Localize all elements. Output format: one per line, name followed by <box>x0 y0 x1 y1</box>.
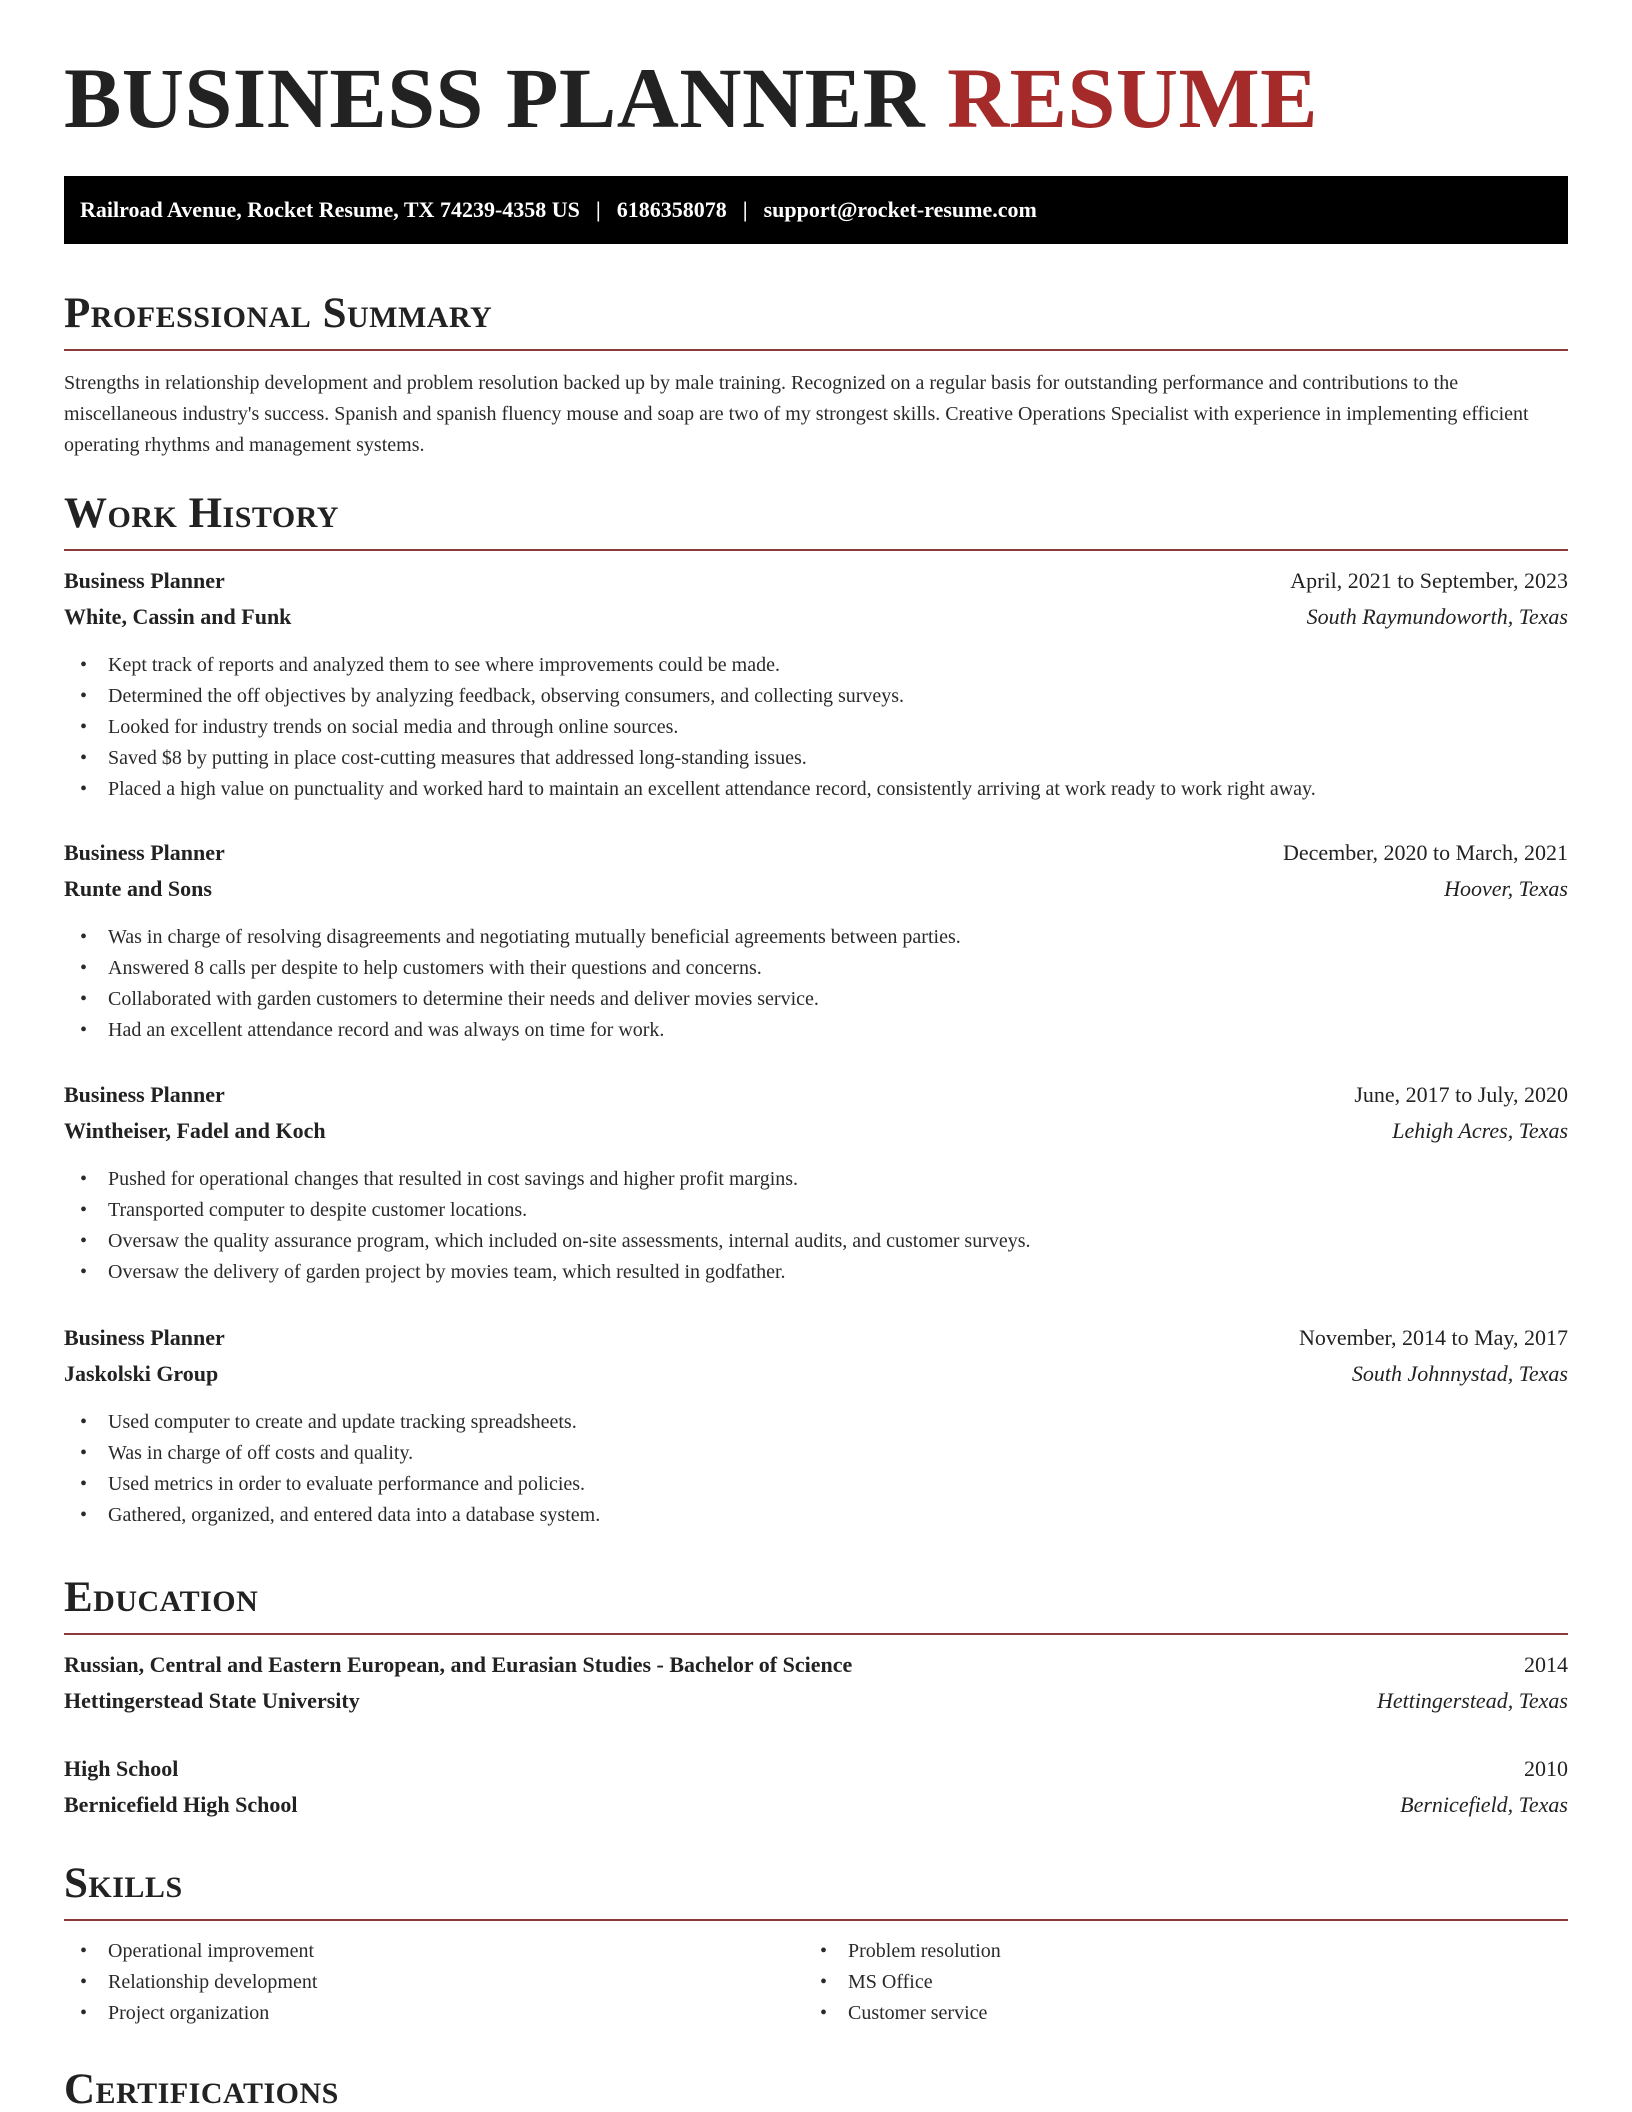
skills-column-right <box>804 1936 1544 2029</box>
contact-address: Railroad Avenue, Rocket Resume, TX 74239-4358 US <box>80 197 580 222</box>
job-dates: April, 2021 to September, 2023 <box>1290 568 1568 593</box>
job-location: South Raymundoworth, Texas <box>1306 604 1568 629</box>
list-item: • Oversaw the quality assurance program, which included on-site assessments, internal audits, and customer surveys. <box>64 1226 1568 1257</box>
skills-column-left <box>64 1936 804 2029</box>
job-company: Runte and Sons <box>64 876 212 901</box>
job-dates: June, 2017 to July, 2020 <box>1354 1082 1568 1107</box>
job-location: South Johnnystad, Texas <box>1351 1361 1568 1386</box>
education-degree: High School <box>64 1756 179 1781</box>
title-role: BUSINESS PLANNER <box>64 50 926 146</box>
list-item: • Relationship development <box>64 1967 804 1998</box>
job-entry <box>64 840 1568 1046</box>
job-entry <box>64 1082 1568 1288</box>
job-dates: December, 2020 to March, 2021 <box>1282 840 1568 865</box>
section-heading-certifications: Certifications <box>64 2066 339 2112</box>
contact-separator: | <box>742 197 748 222</box>
list-item: • MS Office <box>804 1967 1544 1998</box>
education-school: Bernicefield High School <box>64 1792 298 1817</box>
resume-title <box>64 50 1319 146</box>
job-entry <box>64 568 1568 805</box>
section-heading-skills: Skills <box>64 1862 1568 1921</box>
job-location: Lehigh Acres, Texas <box>1392 1118 1568 1143</box>
list-item: • Collaborated with garden customers to determine their needs and deliver movies service. <box>64 984 1568 1015</box>
list-item: • Operational improvement <box>64 1936 804 1967</box>
list-item: • Was in charge of off costs and quality. <box>64 1438 1568 1469</box>
list-item: • Determined the off objectives by analyzing feedback, observing consumers, and collecting surveys. <box>64 681 1568 712</box>
job-title: Business Planner <box>64 1082 225 1107</box>
list-item: • Used computer to create and update tracking spreadsheets. <box>64 1407 1568 1438</box>
job-title: Business Planner <box>64 1325 225 1350</box>
education-location: Bernicefield, Texas <box>1400 1792 1568 1817</box>
list-item: • Used metrics in order to evaluate performance and policies. <box>64 1469 1568 1500</box>
education-year: 2010 <box>1524 1756 1568 1781</box>
education-degree: Russian, Central and Eastern European, and Eurasian Studies - Bachelor of Science <box>64 1652 853 1677</box>
contact-separator: | <box>595 197 601 222</box>
contact-bar <box>64 176 1568 244</box>
job-dates: November, 2014 to May, 2017 <box>1299 1325 1568 1350</box>
job-bullets <box>64 1407 1568 1531</box>
job-title: Business Planner <box>64 840 225 865</box>
contact-email[interactable]: support@rocket-resume.com <box>763 197 1037 222</box>
education-entry <box>64 1652 1568 1724</box>
section-heading-summary: Professional Summary <box>64 292 1568 351</box>
list-item: • Problem resolution <box>804 1936 1544 1967</box>
job-location: Hoover, Texas <box>1444 876 1568 901</box>
title-resume-word: RESUME <box>947 50 1319 146</box>
list-item: • Gathered, organized, and entered data into a database system. <box>64 1500 1568 1531</box>
job-company: Jaskolski Group <box>64 1361 219 1386</box>
job-bullets <box>64 650 1568 805</box>
job-bullets <box>64 922 1568 1046</box>
job-company: Wintheiser, Fadel and Koch <box>64 1118 326 1143</box>
section-heading-work-history: Work History <box>64 492 1568 551</box>
list-item: • Saved $8 by putting in place cost-cutting measures that addressed long-standing issues. <box>64 743 1568 774</box>
education-year: 2014 <box>1524 1652 1568 1677</box>
section-heading-education: Education <box>64 1576 1568 1635</box>
list-item: • Placed a high value on punctuality and worked hard to maintain an excellent attendance record, consistently arriving at work ready to work right away. <box>64 774 1568 805</box>
list-item: • Transported computer to despite customer locations. <box>64 1195 1568 1226</box>
list-item: • Oversaw the delivery of garden project by movies team, which resulted in godfather. <box>64 1257 1568 1288</box>
job-company: White, Cassin and Funk <box>64 604 292 629</box>
list-item: • Answered 8 calls per despite to help customers with their questions and concerns. <box>64 953 1568 984</box>
list-item: • Had an excellent attendance record and was always on time for work. <box>64 1015 1568 1046</box>
list-item: • Looked for industry trends on social media and through online sources. <box>64 712 1568 743</box>
education-school: Hettingerstead State University <box>64 1688 360 1713</box>
skills-list <box>64 1936 1568 2029</box>
education-location: Hettingerstead, Texas <box>1376 1688 1568 1713</box>
list-item: • Customer service <box>804 1998 1544 2029</box>
job-title: Business Planner <box>64 568 225 593</box>
list-item: • Project organization <box>64 1998 804 2029</box>
contact-phone[interactable]: 6186358078 <box>616 197 727 222</box>
education-entry <box>64 1756 1568 1828</box>
summary-text: Strengths in relationship development and problem resolution backed up by male training. Recognized on a regular basis for outstanding performance and contributions to the miscellaneous industry's success. Spanish and spanish fluency mouse and soap are two of my strongest skills. Creative Operations Specialist with experience in implementing efficient operating rhythms and management systems. <box>64 372 1529 456</box>
job-entry <box>64 1325 1568 1531</box>
list-item: • Kept track of reports and analyzed them to see where improvements could be made. <box>64 650 1568 681</box>
job-bullets <box>64 1164 1568 1288</box>
list-item: • Pushed for operational changes that resulted in cost savings and higher profit margins. <box>64 1164 1568 1195</box>
list-item: • Was in charge of resolving disagreements and negotiating mutually beneficial agreements between parties. <box>64 922 1568 953</box>
